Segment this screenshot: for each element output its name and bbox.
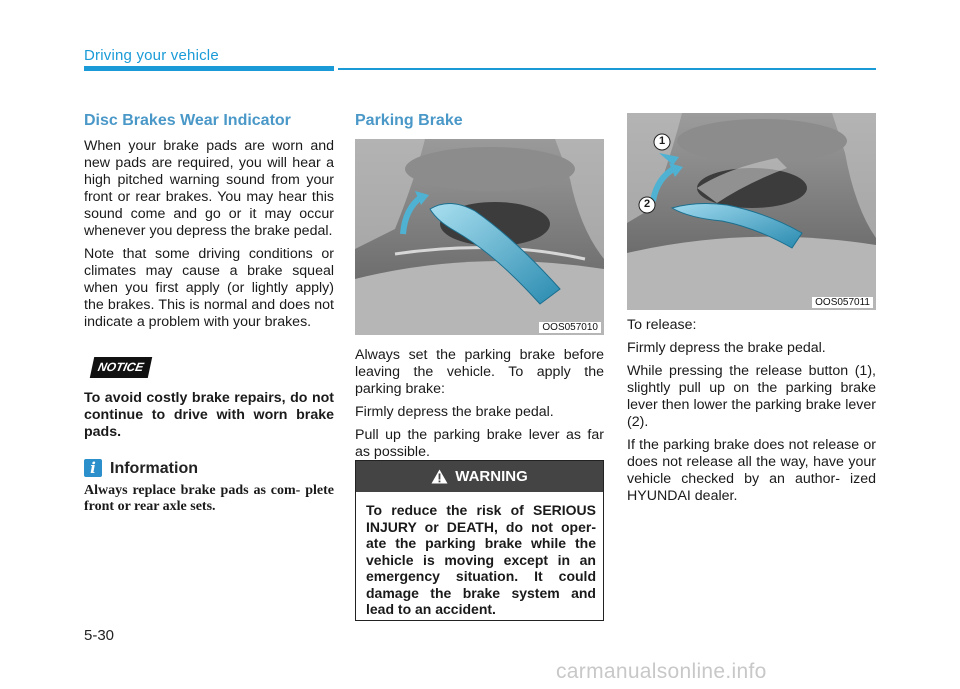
warning-triangle-icon	[431, 469, 448, 484]
section-title: Driving your vehicle	[84, 47, 219, 64]
callout-2-label: 2	[643, 198, 651, 210]
parking-brake-heading: Parking Brake	[355, 112, 463, 129]
disc-brakes-paragraph-1: When your brake pads are worn and new pads are required, you will hear a high pitched warning sound from your front or rear brakes. You may hear this sound come and go or it may occur whenever you depress the brake pedal.	[84, 138, 334, 239]
disc-brakes-heading: Disc Brakes Wear Indicator	[84, 112, 291, 129]
notice-text: To avoid costly brake repairs, do not continue to drive with worn brake pads.	[84, 390, 334, 440]
figure-parking-brake-apply	[355, 139, 604, 335]
column-parking-brake	[355, 112, 604, 138]
release-paragraph-4: If the parking brake does not release or does not release all the way, have your vehicle checked by an author- ized HYUNDAI dealer.	[627, 437, 876, 504]
release-paragraph-1: To release:	[627, 317, 697, 333]
disc-brakes-paragraph-2: Note that some driving conditions or climates may cause a brake squeal when you first apply (or lightly apply) the brakes. This is normal and does not indicate a problem with your brakes.	[84, 246, 334, 330]
parking-brake-body	[355, 347, 604, 467]
watermark-text: carmanualsonline.info	[556, 660, 767, 683]
parking-brake-paragraph-2: Firmly depress the brake pedal.	[355, 404, 554, 420]
parking-brake-paragraph-3: Pull up the parking brake lever as far as possible.	[355, 427, 604, 460]
information-text: Always replace brake pads as com- plete front or rear axle sets.	[84, 483, 334, 514]
figure-parking-brake-release	[627, 113, 876, 310]
notice-badge: NOTICE	[90, 357, 153, 378]
page-number: 5-30	[84, 627, 115, 644]
figure-code-release: OOS057011	[812, 297, 873, 308]
warning-header	[356, 461, 603, 492]
column-disc-brakes	[84, 112, 334, 521]
release-body	[627, 317, 876, 511]
warning-text: To reduce the risk of SERIOUS INJURY or DEATH, do not oper- ate the parking brake while the vehicle is moving except in an emergency situation. It could damage the brake system and lead to an accident.	[366, 502, 596, 617]
callout-1-label: 1	[658, 135, 666, 147]
information-heading: Information	[110, 459, 198, 477]
warning-box	[355, 460, 604, 621]
header-rule-thick	[84, 66, 334, 71]
release-paragraph-3: While pressing the release button (1), slightly pull up on the parking brake lever then lower the parking brake lever (2).	[627, 363, 876, 430]
info-icon: i	[84, 459, 102, 477]
parking-brake-paragraph-1: Always set the parking brake before leaving the vehicle. To apply the parking brake:	[355, 347, 604, 397]
header-rule-thin	[338, 68, 876, 70]
information-header	[84, 459, 334, 477]
parking-brake-apply-illustration	[355, 139, 604, 335]
warning-label: WARNING	[455, 468, 528, 485]
release-paragraph-2: Firmly depress the brake pedal.	[627, 340, 826, 356]
figure-code-apply: OOS057010	[539, 322, 601, 333]
